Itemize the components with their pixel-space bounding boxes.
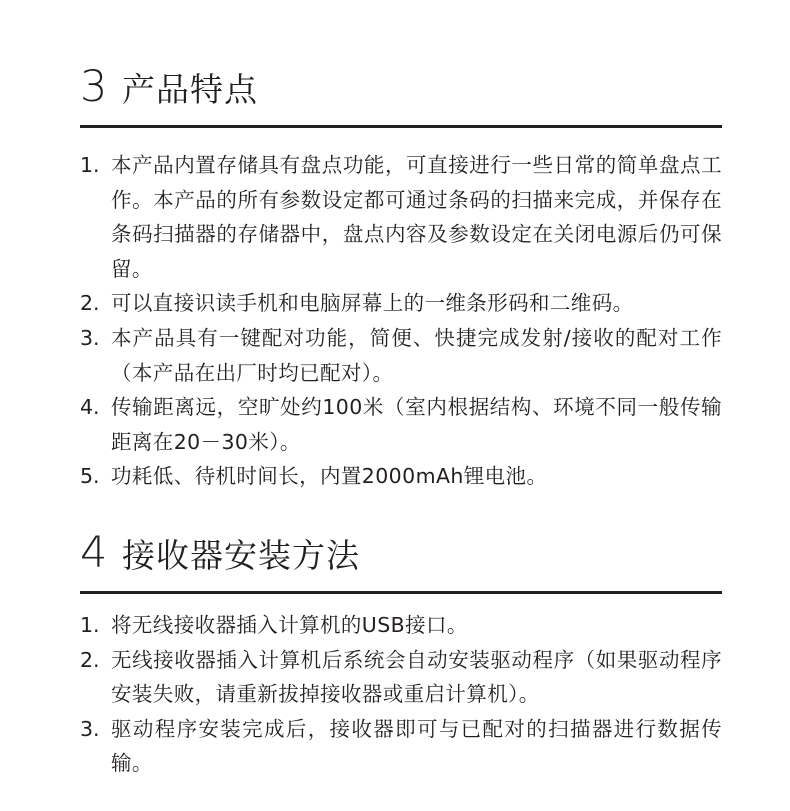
list-item-text: 驱动程序安装完成后，接收器即可与已配对的扫描器进行数据传输。 (111, 716, 722, 776)
list-item-text: 本产品内置存储具有盘点功能，可直接进行一些日常的简单盘点工作。本产品的所有参数设定都可通过条码的扫描来完成，并保存在条码扫描器的存储器中，盘点内容及参数设定在关闭电源后仍可保留。 (111, 153, 722, 281)
list-item (80, 459, 722, 494)
list-item (80, 712, 722, 781)
list-item-text: 无线接收器插入计算机后系统会自动安装驱动程序（如果驱动程序安装失败，请重新拔掉接收器或重启计算机）。 (111, 647, 722, 707)
list-item-number: 4. (80, 395, 100, 420)
list-item-number: 3. (80, 716, 100, 741)
list-item-number: 2. (80, 647, 100, 672)
list-item-number: 2. (80, 291, 100, 316)
section-product-features (80, 56, 722, 494)
list-item-text: 将无线接收器插入计算机的USB接口。 (111, 613, 468, 637)
section-number: 3 (80, 62, 108, 112)
feature-list (80, 148, 722, 494)
section-heading (80, 522, 722, 584)
section-heading (80, 56, 722, 118)
list-item-number: 3. (80, 325, 100, 350)
list-item-text: 可以直接识读手机和电脑屏幕上的一维条形码和二维码。 (111, 291, 634, 316)
list-item-text: 本产品具有一键配对功能，简便、快捷完成发射/接收的配对工作（本产品在出厂时均已配对）。 (111, 325, 722, 385)
list-item-text: 功耗低、待机时间长，内置2000mAh锂电池。 (111, 464, 548, 489)
list-item (80, 643, 722, 712)
section-receiver-installation (80, 522, 722, 781)
list-item (80, 390, 722, 459)
section-number: 4 (80, 528, 108, 578)
heading-divider (80, 591, 722, 594)
list-item (80, 608, 722, 643)
list-item-number: 1. (80, 613, 100, 637)
list-item-text: 传输距离远，空旷处约100米（室内根据结构、环境不同一般传输距离在20－30米）。 (111, 395, 722, 454)
list-item-number: 1. (80, 153, 100, 177)
list-item (80, 148, 722, 286)
heading-divider (80, 125, 722, 128)
list-item (80, 321, 722, 390)
section-title: 产品特点 (122, 70, 258, 109)
list-item (80, 286, 722, 321)
install-step-list (80, 608, 722, 781)
list-item-number: 5. (80, 464, 100, 489)
section-title: 接收器安装方法 (122, 536, 360, 575)
